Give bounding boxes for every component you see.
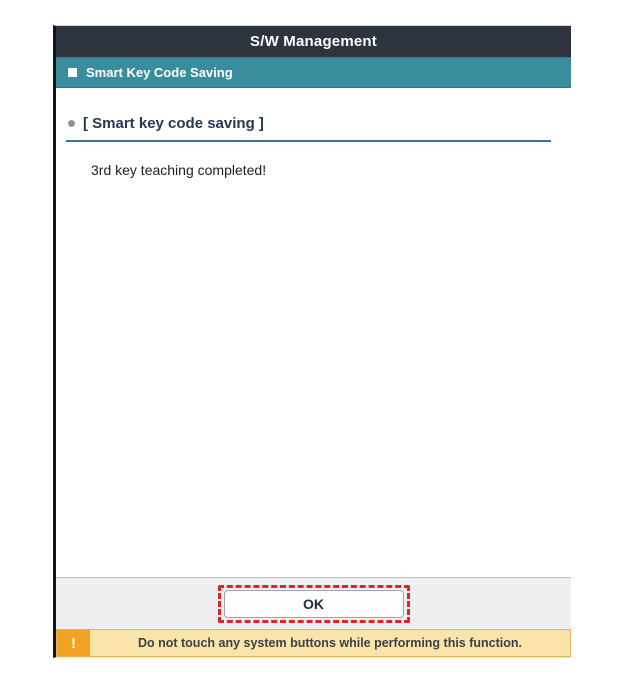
title-bar (56, 26, 571, 57)
bullet-icon (68, 120, 75, 127)
exclamation-icon: ! (57, 630, 90, 656)
warning-bar (56, 629, 571, 657)
sw-management-dialog (53, 25, 571, 658)
warning-text: Do not touch any system buttons while performing this function. (137, 636, 523, 650)
ok-button-highlight (218, 585, 410, 623)
button-bar (56, 577, 571, 629)
ok-button[interactable]: OK (224, 590, 404, 618)
square-bullet-icon (68, 68, 77, 77)
section-title: [ Smart key code saving ] (83, 115, 264, 132)
function-header-label: Smart Key Code Saving (86, 65, 233, 80)
page-title: S/W Management (250, 33, 377, 50)
function-header (56, 57, 571, 88)
status-message: 3rd key teaching completed! (91, 162, 267, 178)
content-area (56, 88, 571, 577)
section-heading (66, 115, 551, 142)
